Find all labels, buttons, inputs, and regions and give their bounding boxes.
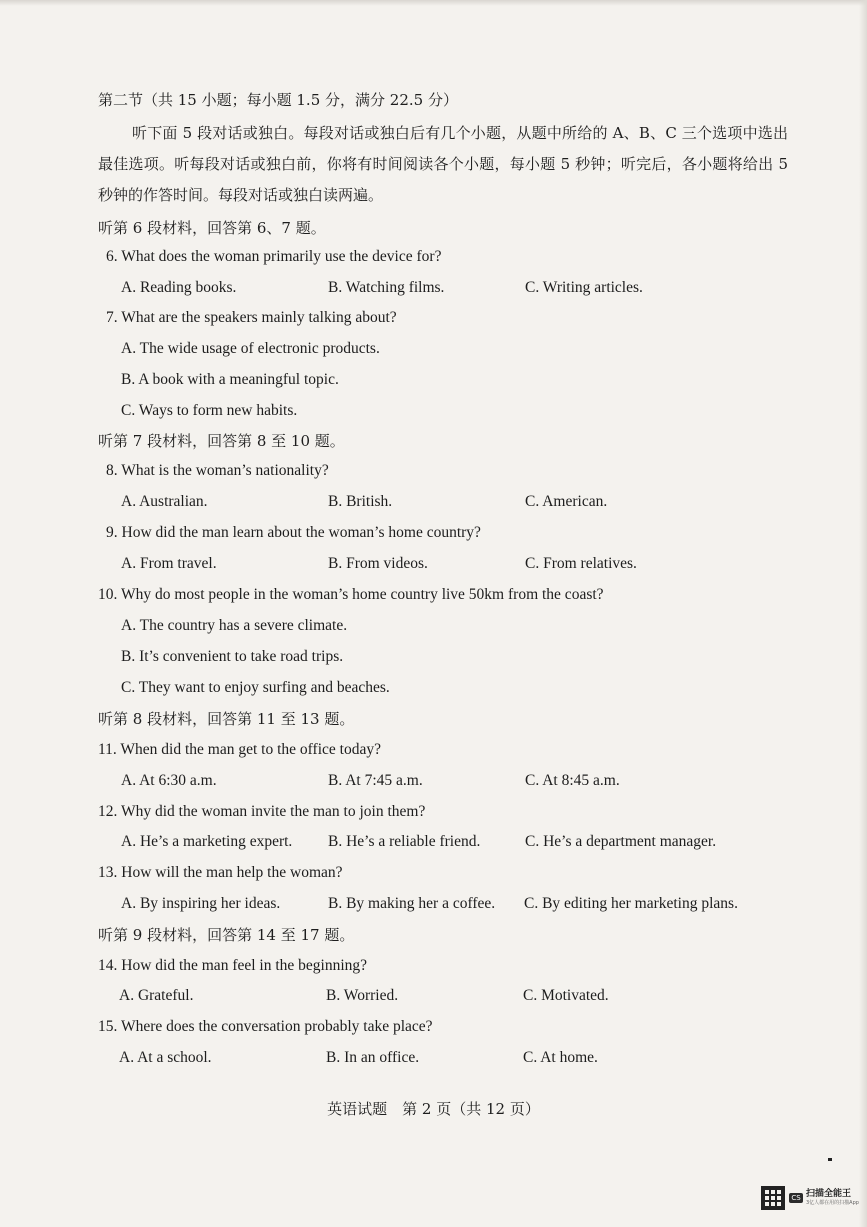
- option-b: B. From videos.: [328, 555, 428, 572]
- group-label: 听第 9 段材料，回答第 14 至 17 题。: [98, 926, 355, 944]
- option-c: C. They want to enjoy surfing and beaches.: [121, 679, 390, 696]
- question-text: Where does the conversation probably take place?: [120, 1018, 433, 1035]
- question-number: 9.: [106, 524, 118, 541]
- scan-shadow-top: [0, 0, 867, 6]
- question-10: [98, 585, 604, 605]
- question-11: [98, 740, 381, 760]
- question-9: [106, 523, 481, 543]
- option-a: A. Reading books.: [121, 279, 237, 296]
- option-a: A. Grateful.: [119, 987, 194, 1004]
- question-12: [98, 802, 425, 822]
- option-b: B. By making her a coffee.: [328, 895, 496, 912]
- question-text: How did the man learn about the woman’s home country?: [121, 524, 481, 541]
- option-b: B. Watching films.: [328, 279, 445, 296]
- question-number: 15.: [98, 1018, 118, 1035]
- question-text: What is the woman’s nationality?: [121, 462, 329, 479]
- option-a: A. The wide usage of electronic products.: [121, 340, 380, 357]
- option-a: A. At 6:30 a.m.: [121, 772, 217, 789]
- option-b: B. A book with a meaningful topic.: [121, 371, 339, 388]
- question-8: [106, 461, 329, 481]
- watermark-text: [806, 1189, 859, 1207]
- question-6: [106, 247, 441, 267]
- option-c: C. At 8:45 a.m.: [525, 772, 620, 789]
- option-b: B. Worried.: [326, 987, 399, 1004]
- option-a: A. From travel.: [121, 555, 217, 572]
- option-a: A. He’s a marketing expert.: [121, 833, 293, 850]
- section-header: 第二节（共 15 小题；每小题 1.5 分，满分 22.5 分）: [98, 91, 458, 109]
- watermark-subtitle: 3亿人都在用的扫描App: [806, 1200, 859, 1206]
- option-b: B. He’s a reliable friend.: [328, 833, 481, 850]
- option-a: A. Australian.: [121, 493, 208, 510]
- scanner-logo-badge: CS: [789, 1193, 803, 1203]
- question-number: 10.: [98, 586, 118, 603]
- option-b: B. It’s convenient to take road trips.: [121, 648, 344, 665]
- option-b: B. At 7:45 a.m.: [328, 772, 423, 789]
- question-13: [98, 863, 343, 883]
- group-label: 听第 7 段材料，回答第 8 至 10 题。: [98, 432, 345, 450]
- option-a: A. By inspiring her ideas.: [121, 895, 281, 912]
- option-c: C. Motivated.: [523, 987, 609, 1004]
- option-a: A. The country has a severe climate.: [121, 617, 348, 634]
- option-c: C. Writing articles.: [525, 279, 643, 296]
- question-text: How will the man help the woman?: [121, 864, 343, 881]
- question-number: 8.: [106, 462, 118, 479]
- option-c: C. By editing her marketing plans.: [524, 895, 738, 912]
- option-b: B. In an office.: [326, 1049, 420, 1066]
- option-c: C. American.: [525, 493, 608, 510]
- page-footer: 英语试题 第 2 页（共 12 页）: [327, 1100, 540, 1118]
- option-c: C. Ways to form new habits.: [121, 402, 298, 419]
- instructions-paragraph: 听下面 5 段对话或独白。每段对话或独白后有几个小题，从题中所给的 A、B、C 三个选项中选出最佳选项。听每段对话或独白前，你将有时间阅读各个小题，每小题 5 秒钟；听完后，各小题将给出 5 秒钟的作答时间。每段对话或独白读两遍。: [98, 124, 788, 204]
- question-number: 12.: [98, 803, 118, 820]
- question-text: Why do most people in the woman’s home country live 50km from the coast?: [120, 586, 604, 603]
- question-text: When did the man get to the office today?: [120, 741, 381, 758]
- question-15: [98, 1017, 433, 1037]
- question-number: 11.: [98, 741, 117, 758]
- question-14: [98, 956, 367, 976]
- watermark-title: 扫描全能王: [806, 1189, 852, 1199]
- question-7: [106, 308, 397, 328]
- question-text: What are the speakers mainly talking about?: [121, 309, 397, 326]
- qr-code-icon: [761, 1186, 785, 1210]
- question-number: 6.: [106, 248, 118, 265]
- option-b: B. British.: [328, 493, 393, 510]
- question-number: 13.: [98, 864, 118, 881]
- option-c: C. He’s a department manager.: [525, 833, 717, 850]
- scan-mark: [828, 1158, 832, 1161]
- question-number: 14.: [98, 957, 118, 974]
- question-text: How did the man feel in the beginning?: [121, 957, 368, 974]
- group-label: 听第 8 段材料，回答第 11 至 13 题。: [98, 710, 355, 728]
- question-text: Why did the woman invite the man to join them?: [120, 803, 426, 820]
- scan-shadow-right: [859, 0, 867, 1227]
- option-c: C. At home.: [523, 1049, 598, 1066]
- question-number: 7.: [106, 309, 118, 326]
- option-a: A. At a school.: [119, 1049, 212, 1066]
- scanner-watermark: [761, 1183, 861, 1213]
- group-label: 听第 6 段材料，回答第 6、7 题。: [98, 219, 326, 237]
- question-text: What does the woman primarily use the device for?: [121, 248, 442, 265]
- option-c: C. From relatives.: [525, 555, 637, 572]
